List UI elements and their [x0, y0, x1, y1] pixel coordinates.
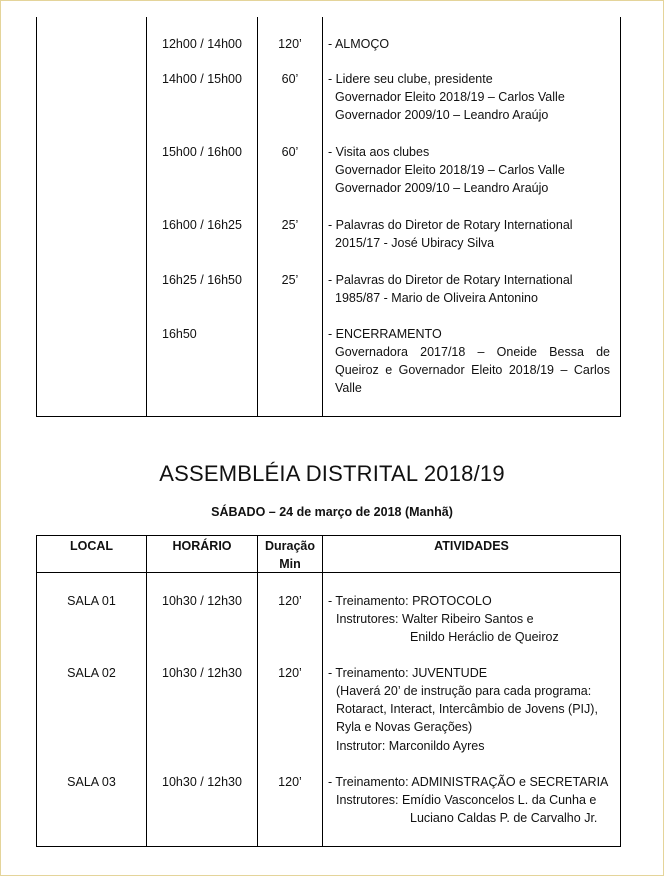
activity-line: - Palavras do Diretor de Rotary International — [328, 218, 573, 232]
table-cell-duration: 120’ — [278, 594, 302, 608]
column-header-horario: HORÁRIO — [172, 539, 232, 553]
table-cell-time: 16h25 / 16h50 — [162, 273, 242, 287]
section-title: ASSEMBLÉIA DISTRITAL 2018/19 — [159, 461, 505, 486]
column-header-atividades: ATIVIDADES — [434, 539, 509, 553]
table-border — [36, 846, 621, 847]
activity-line: Ryla e Novas Gerações) — [336, 720, 473, 734]
activity-line: Instrutores: Emídio Vasconcelos L. da Cunha e — [336, 793, 597, 807]
activity-line: Rotaract, Interact, Intercâmbio de Jovens (PIJ), — [336, 702, 598, 716]
section-subtitle: SÁBADO – 24 de março de 2018 (Manhã) — [211, 505, 453, 519]
table-cell-time: 12h00 / 14h00 — [162, 37, 242, 51]
table-border — [36, 535, 621, 536]
table-cell-time: 10h30 / 12h30 — [162, 775, 242, 789]
table-cell-time: 10h30 / 12h30 — [162, 594, 242, 608]
activity-line: Instrutor: Marconildo Ayres — [336, 739, 485, 753]
table-border — [36, 572, 621, 573]
table-border — [36, 416, 621, 417]
activity-line: Luciano Caldas P. de Carvalho Jr. — [410, 811, 598, 825]
activity-line: - Treinamento: PROTOCOLO — [328, 594, 492, 608]
activity-line: 2015/17 - José Ubiracy Silva — [335, 236, 495, 250]
activity-line: Enildo Heráclio de Queiroz — [410, 630, 559, 644]
column-header-duracao: Duração — [264, 539, 316, 553]
table-cell-duration: 25’ — [281, 273, 299, 287]
table-border — [146, 535, 147, 847]
activity-line: - ENCERRAMENTO — [328, 327, 442, 341]
table-cell-time: 14h00 / 15h00 — [162, 72, 242, 86]
table-cell-local: SALA 01 — [67, 594, 116, 608]
table-cell-duration: 60’ — [281, 72, 299, 86]
activity-line: - Lidere seu clube, presidente — [328, 72, 493, 86]
activity-line: - Treinamento: ADMINISTRAÇÃO e SECRETARIA — [328, 775, 609, 789]
activity-line: 1985/87 - Mario de Oliveira Antonino — [335, 291, 538, 305]
activity-line: Governador 2009/10 – Leandro Araújo — [335, 108, 549, 122]
table-cell-time: 16h50 — [162, 327, 197, 341]
activity-line: - Visita aos clubes — [328, 145, 430, 159]
table-cell-duration: 25’ — [281, 218, 299, 232]
activity-paragraph: Governadora 2017/18 – Oneide Bessa de Queiroz e Governador Eleito 2018/19 – Carlos Valle — [335, 345, 610, 395]
table-border — [322, 535, 323, 847]
activity-line: Governador Eleito 2018/19 – Carlos Valle — [335, 90, 565, 104]
activity-line: Instrutores: Walter Ribeiro Santos e — [336, 612, 534, 626]
table-cell-time: 10h30 / 12h30 — [162, 666, 242, 680]
table-border — [257, 535, 258, 847]
table-cell-duration: 120’ — [278, 666, 302, 680]
table-cell-duration: 60’ — [281, 145, 299, 159]
table-cell-local: SALA 03 — [67, 775, 116, 789]
table-border — [36, 17, 37, 417]
column-header-duracao-unit: Min — [279, 557, 301, 571]
table-cell-local: SALA 02 — [67, 666, 116, 680]
activity-line: Governador 2009/10 – Leandro Araújo — [335, 181, 549, 195]
activity-line: (Haverá 20’ de instrução para cada programa: — [336, 684, 592, 698]
table-cell-time: 15h00 / 16h00 — [162, 145, 242, 159]
table-border — [620, 535, 621, 847]
table-border — [36, 535, 37, 847]
table-cell-duration: 120’ — [278, 775, 302, 789]
table-border — [322, 17, 323, 417]
activity-line: - ALMOÇO — [328, 37, 390, 51]
activity-line: - Palavras do Diretor de Rotary International — [328, 273, 573, 287]
activity-line: - Treinamento: JUVENTUDE — [328, 666, 488, 680]
table-cell-time: 16h00 / 16h25 — [162, 218, 242, 232]
activity-line: Governador Eleito 2018/19 – Carlos Valle — [335, 163, 565, 177]
column-header-local: LOCAL — [69, 539, 114, 553]
table-cell-duration: 120’ — [278, 37, 302, 51]
table-border — [620, 17, 621, 417]
